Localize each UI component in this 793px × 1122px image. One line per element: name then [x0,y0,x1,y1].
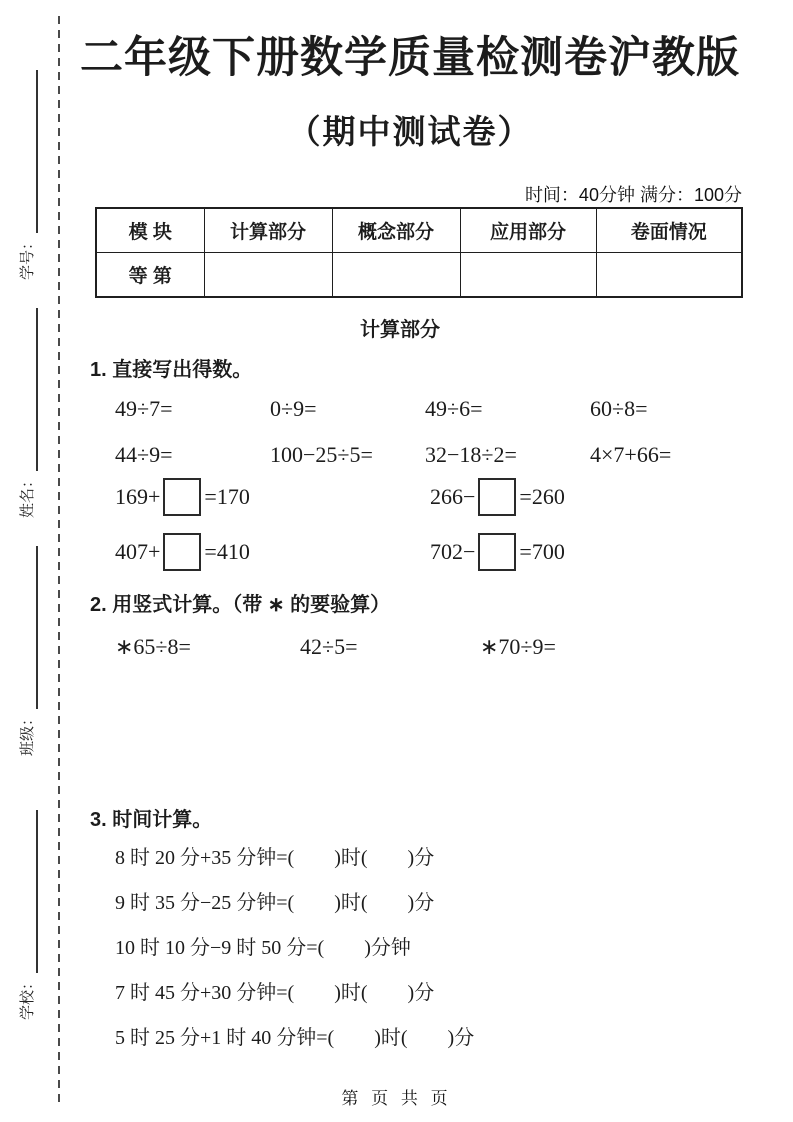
score-header-calculation: 计算部分 [204,208,332,253]
score-table-grade-row [96,253,742,298]
q1-equation-row-2 [115,442,671,468]
q1-fill-row-1 [115,478,565,516]
fill-equation [430,533,565,571]
q2-equation-row [115,634,645,660]
footer-page-label: 第 页 共 页 [341,1089,452,1108]
equation: 100−25÷5= [270,442,373,467]
q1-equation-row-1 [115,396,647,422]
student-number-blank-line [20,70,38,233]
class-blank-line [20,546,38,709]
equation: 44÷9= [115,442,173,467]
answer-box [163,478,201,516]
grade-cell-calculation [204,253,332,298]
score-table-header-row [96,208,742,253]
grade-cell-paper-quality [596,253,742,298]
equation: ∗65÷8= [115,634,191,659]
student-name-field [16,308,38,518]
fill-equation [430,478,565,516]
score-table [95,207,743,298]
answer-box [163,533,201,571]
fill-equation [115,533,430,571]
time-calculation-item: 10 时 10 分−9 时 50 分=( )分钟 [115,937,411,959]
q1-fill-row-2 [115,533,565,571]
equation: 60÷8= [590,396,648,421]
time-calculation-item: 8 时 20 分+35 分钟=( )时( )分 [115,847,435,869]
equation: 0÷9= [270,396,317,421]
time-calculation-item: 7 时 45 分+30 分钟=( )时( )分 [115,982,435,1004]
equation: 49÷6= [425,396,483,421]
question-3-label: 3. 时间计算。 [90,809,213,831]
exam-time-score-info: 时间：40分钟 满分：100分 [524,185,742,205]
equation: 42÷5= [300,634,358,659]
score-header-module: 模 块 [96,208,204,253]
seal-dashed-line [58,16,60,1108]
score-header-concept: 概念部分 [332,208,460,253]
class-label: 班级： [20,710,36,756]
fill-pre: 169+ [115,484,161,509]
school-blank-line [20,810,38,973]
fill-equation [115,478,430,516]
equation: ∗70÷9= [480,634,556,659]
score-header-paper-quality: 卷面情况 [596,208,742,253]
section-title-calculation: 计算部分 [360,319,440,341]
time-calculation-item: 5 时 25 分+1 时 40 分钟=( )时( )分 [115,1027,475,1049]
fill-post: =410 [204,539,250,564]
time-calculation-item: 9 时 35 分−25 分钟=( )时( )分 [115,892,435,914]
grade-row-label: 等 第 [96,253,204,298]
question-2-label: 2. 用竖式计算。（带 ∗ 的要验算） [90,594,391,616]
equation: 49÷7= [115,396,173,421]
page-subtitle: （期中测试卷） [287,113,533,150]
fill-pre: 407+ [115,539,161,564]
equation: 4×7+66= [590,442,672,467]
grade-cell-concept [332,253,460,298]
student-name-label: 姓名： [20,472,36,518]
fill-post: =260 [519,484,565,509]
student-number-field [16,70,38,280]
fill-post: =170 [204,484,250,509]
fill-pre: 266− [430,484,476,509]
student-name-blank-line [20,308,38,471]
answer-box [478,533,516,571]
page-title: 二年级下册数学质量检测卷沪教版 [80,34,740,82]
school-label: 学校： [20,974,36,1020]
student-number-label: 学号： [20,234,36,280]
question-1-label: 1. 直接写出得数。 [90,359,253,381]
grade-cell-application [460,253,596,298]
score-header-application: 应用部分 [460,208,596,253]
equation: 32−18÷2= [425,442,517,467]
class-field [16,546,38,756]
fill-pre: 702− [430,539,476,564]
answer-box [478,478,516,516]
fill-post: =700 [519,539,565,564]
school-field [16,810,38,1020]
